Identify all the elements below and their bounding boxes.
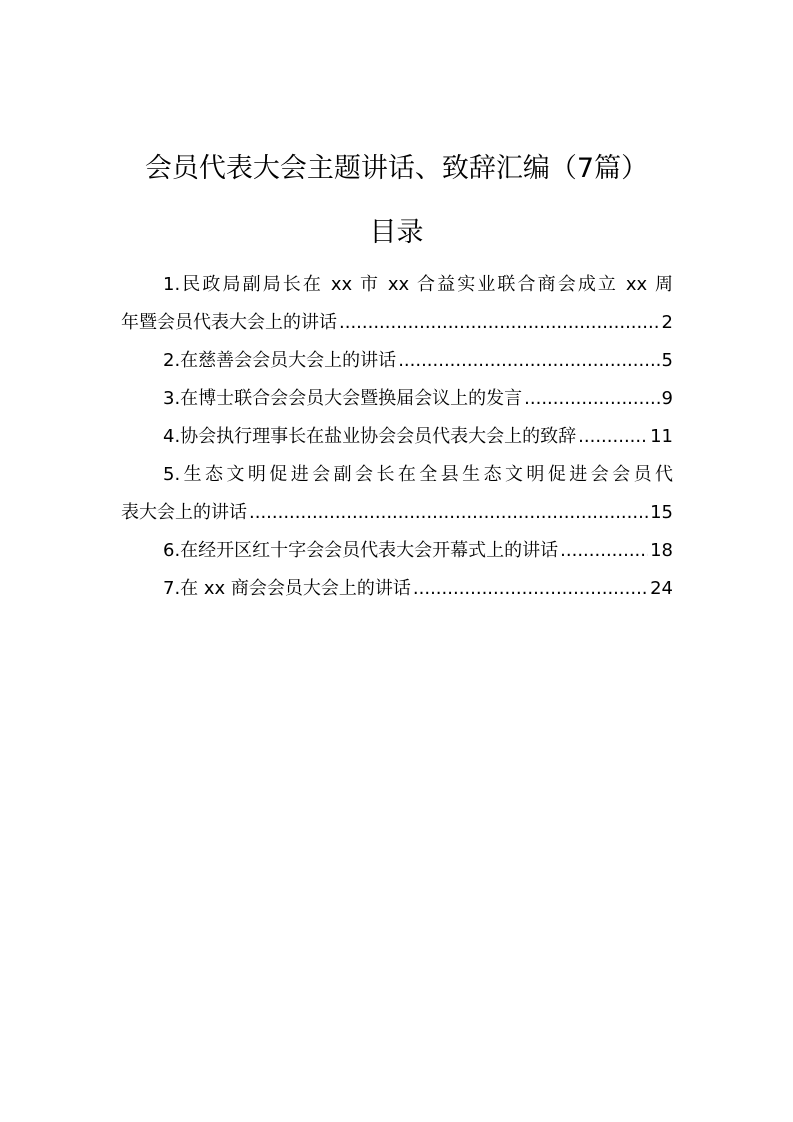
toc-leader-dots	[339, 304, 660, 342]
toc-entry-1-line-1[interactable]	[121, 266, 673, 304]
toc-entry-5-line-2[interactable]	[121, 494, 673, 532]
toc-leader-dots	[560, 532, 648, 570]
toc-entry-7[interactable]	[121, 570, 673, 608]
toc-entry-text: 2.在慈善会会员大会上的讲话	[163, 350, 397, 371]
toc-entry-text: 5.生态文明促进会副会长在全县生态文明促进会会员代	[163, 464, 673, 485]
toc-entry-text: 6.在经开区红十字会会员代表大会开幕式上的讲话	[163, 540, 559, 561]
toc-entry-4[interactable]	[121, 418, 673, 456]
toc-leader-dots	[413, 570, 648, 608]
toc-page-number: 18	[650, 540, 673, 561]
toc-leader-dots	[578, 418, 648, 456]
toc-entry-text: 年暨会员代表大会上的讲话	[121, 312, 337, 333]
toc-page-number: 11	[650, 426, 673, 447]
toc-entry-3[interactable]	[121, 380, 673, 418]
toc-entry-1-line-2[interactable]	[121, 304, 673, 342]
toc-entry-text: 7.在 xx 商会会员大会上的讲话	[163, 578, 411, 599]
toc-entry-text: 1.民政局副局长在 xx 市 xx 合益实业联合商会成立 xx 周	[163, 274, 673, 295]
toc-entry-text: 表大会上的讲话	[121, 502, 247, 523]
toc-entry-2[interactable]	[121, 342, 673, 380]
toc-entry-6[interactable]	[121, 532, 673, 570]
toc-page-number: 24	[650, 578, 673, 599]
toc-entry-text: 3.在博士联合会会员大会暨换届会议上的发言	[163, 388, 523, 409]
toc-page-number: 15	[650, 502, 673, 523]
document-title: 会员代表大会主题讲话、致辞汇编（7篇）	[144, 153, 649, 184]
toc-heading: 目录	[369, 217, 424, 248]
toc-entry-text: 4.协会执行理事长在盐业协会会员代表大会上的致辞	[163, 426, 577, 447]
table-of-contents	[121, 266, 673, 608]
toc-leader-dots	[249, 494, 648, 532]
toc-leader-dots	[524, 380, 659, 418]
toc-entry-5-line-1[interactable]	[121, 456, 673, 494]
toc-page-number: 5	[661, 350, 673, 371]
toc-leader-dots	[398, 342, 659, 380]
toc-page-number: 2	[661, 312, 673, 333]
toc-page-number: 9	[661, 388, 673, 409]
